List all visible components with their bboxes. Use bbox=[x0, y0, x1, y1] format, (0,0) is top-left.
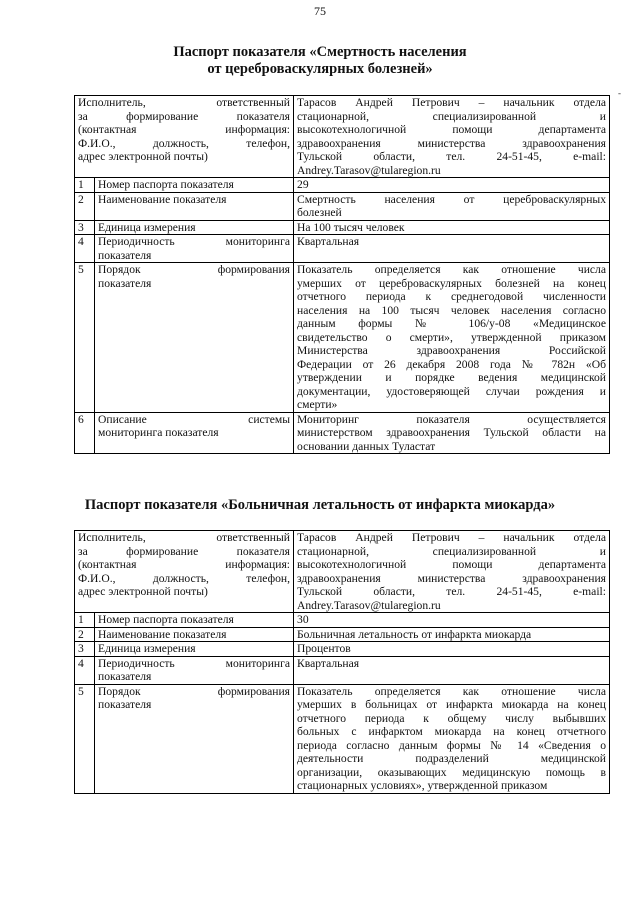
row-value bbox=[294, 220, 610, 235]
table-row bbox=[75, 263, 610, 413]
row-value-line: отчетного периода к среднегодовой численности bbox=[297, 290, 606, 303]
row-number: 3 bbox=[75, 220, 95, 235]
row-label bbox=[95, 178, 294, 193]
row-label bbox=[95, 656, 294, 684]
executor-value-line: Andrey.Tarasov@tularegion.ru bbox=[297, 163, 441, 177]
table-row bbox=[75, 412, 610, 454]
row-value-line: умерших от цереброваскулярных болезней на конец bbox=[297, 276, 606, 290]
row-value-line: Квартальная bbox=[297, 656, 360, 670]
row-label-line: Порядок формирования bbox=[98, 684, 291, 698]
row-label-line: Наименование показателя bbox=[98, 627, 227, 641]
executor-label-line: Ф.И.О., должность, телефон, bbox=[78, 571, 291, 585]
row-value-line: Квартальная bbox=[297, 235, 360, 248]
row-value bbox=[294, 656, 610, 684]
table-row bbox=[75, 627, 610, 642]
row-label bbox=[95, 235, 294, 263]
row-label-line: Номер паспорта показателя bbox=[98, 613, 234, 626]
row-label bbox=[95, 613, 294, 628]
passport-2-table bbox=[74, 530, 610, 794]
table-row bbox=[75, 220, 610, 235]
row-label-line: Описание системы bbox=[98, 412, 291, 426]
row-value-line: Показатель определяется как отношение числа bbox=[297, 684, 606, 698]
table-row bbox=[75, 642, 610, 657]
row-value-line: утверждении и порядке ведения медицинской bbox=[297, 371, 606, 384]
passport-1-table bbox=[74, 95, 610, 454]
row-label bbox=[95, 263, 294, 413]
row-label bbox=[95, 684, 294, 793]
table-row bbox=[75, 192, 610, 220]
row-value bbox=[294, 192, 610, 220]
row-value-line: организации, оказывающих медицинскую помощь в bbox=[297, 765, 606, 779]
executor-value-line: Andrey.Tarasov@tularegion.ru bbox=[297, 598, 441, 612]
row-label bbox=[95, 412, 294, 454]
row-label bbox=[95, 220, 294, 235]
executor-value-line: Тульской области, тел. 24-51-45, e-mail: bbox=[297, 150, 606, 163]
row-value bbox=[294, 627, 610, 642]
row-label-line: показателя bbox=[98, 670, 152, 683]
row-value-line: свидетельство о смерти», утвержденной приказом bbox=[297, 330, 606, 344]
row-value-line: данным формы № 106/у-08 «Медицинское bbox=[297, 317, 606, 330]
executor-value bbox=[294, 531, 610, 613]
row-value-line: Федерации от 26 декабря 2008 года № 782н «Об bbox=[297, 357, 606, 371]
row-value-line: 30 bbox=[297, 613, 309, 626]
row-label-line: Периодичность мониторинга bbox=[98, 235, 291, 248]
row-value-line: смерти» bbox=[297, 398, 338, 411]
row-value-line: Процентов bbox=[297, 642, 351, 655]
row-value-line: 29 bbox=[297, 178, 309, 191]
row-value-line: деятельности подразделений медицинской bbox=[297, 752, 606, 765]
row-value bbox=[294, 412, 610, 454]
executor-value-line: Тарасов Андрей Петрович – начальник отдела bbox=[297, 531, 606, 544]
executor-value-line: Тарасов Андрей Петрович – начальник отдела bbox=[297, 96, 606, 109]
row-value-line: стационарных условиях», утвержденной приказом bbox=[297, 779, 548, 792]
row-value-line: Мониторинг показателя осуществляется bbox=[297, 412, 606, 426]
row-value-line: основании данных Туластат bbox=[297, 439, 436, 453]
table-row bbox=[75, 656, 610, 684]
row-value bbox=[294, 642, 610, 657]
executor-label-line: Исполнитель, ответственный bbox=[78, 531, 291, 544]
row-label-line: Номер паспорта показателя bbox=[98, 178, 234, 191]
executor-label bbox=[75, 531, 294, 613]
executor-value bbox=[294, 96, 610, 178]
row-label-line: Единица измерения bbox=[98, 642, 196, 655]
page-number: 75 bbox=[314, 4, 326, 18]
row-label-line: Единица измерения bbox=[98, 220, 196, 234]
row-number: 4 bbox=[75, 235, 95, 263]
table-row bbox=[75, 235, 610, 263]
executor-label bbox=[75, 96, 294, 178]
executor-value-line: здравоохранения министерства здравоохранения bbox=[297, 136, 606, 150]
row-value-line: умерших в больницах от инфаркта миокарда на конец bbox=[297, 698, 606, 711]
row-value-line: периода согласно данным формы № 14 «Сведения о bbox=[297, 738, 606, 752]
table-row bbox=[75, 684, 610, 793]
row-value-line: больных с инфарктом миокарда на конец отчетного bbox=[297, 725, 606, 738]
executor-label-line: за формирование показателя bbox=[78, 109, 291, 123]
row-number: 4 bbox=[75, 656, 95, 684]
row-value-line: документации, удостоверяющей случаи рождения и bbox=[297, 384, 606, 398]
row-number: 1 bbox=[75, 178, 95, 193]
row-value-line: болезней bbox=[297, 206, 342, 219]
row-value bbox=[294, 613, 610, 628]
executor-label-line: (контактная информация: bbox=[78, 558, 291, 571]
row-label-line: Периодичность мониторинга bbox=[98, 656, 291, 670]
executor-value-line: стационарной, специализированной и bbox=[297, 109, 606, 123]
row-label bbox=[95, 642, 294, 657]
row-label-line: показателя bbox=[98, 276, 152, 290]
row-value bbox=[294, 684, 610, 793]
executor-value-line: здравоохранения министерства здравоохранения bbox=[297, 571, 606, 585]
executor-label-line: адрес электронной почты) bbox=[78, 585, 208, 598]
row-value-line: Смертность населения от цереброваскулярных bbox=[297, 192, 606, 206]
row-number: 2 bbox=[75, 627, 95, 642]
row-number: 5 bbox=[75, 684, 95, 793]
row-label bbox=[95, 192, 294, 220]
row-value-line: Больничная летальность от инфаркта миокарда bbox=[297, 627, 532, 641]
executor-label-line: Исполнитель, ответственный bbox=[78, 96, 291, 109]
row-label-line: мониторинга показателя bbox=[98, 426, 219, 439]
executor-row bbox=[75, 531, 610, 613]
row-number: 6 bbox=[75, 412, 95, 454]
passport-2-title: Паспорт показателя «Больничная летальность от инфаркта миокарда» bbox=[84, 497, 556, 513]
row-value-line: министерством здравоохранения Тульской области на bbox=[297, 426, 606, 439]
executor-value-line: стационарной, специализированной и bbox=[297, 544, 606, 558]
executor-row bbox=[75, 96, 610, 178]
row-number: 1 bbox=[75, 613, 95, 628]
executor-label-line: за формирование показателя bbox=[78, 544, 291, 558]
row-value-line: Министерства здравоохранения Российской bbox=[297, 344, 606, 357]
row-label-line: показателя bbox=[98, 248, 152, 262]
row-value-line: На 100 тысяч человек bbox=[297, 220, 405, 234]
passport-1-title-line-1: Паспорт показателя «Смертность населения bbox=[173, 44, 467, 60]
table-row bbox=[75, 178, 610, 193]
row-label bbox=[95, 627, 294, 642]
executor-value-line: Тульской области, тел. 24-51-45, e-mail: bbox=[297, 585, 606, 598]
row-value bbox=[294, 178, 610, 193]
row-value-line: населения на 100 тысяч человек населения согласно bbox=[297, 303, 606, 317]
executor-label-line: (контактная информация: bbox=[78, 123, 291, 136]
row-value-line: Показатель определяется как отношение числа bbox=[297, 263, 606, 276]
table-row bbox=[75, 613, 610, 628]
margin-mark: - bbox=[618, 88, 621, 98]
row-value bbox=[294, 235, 610, 263]
row-number: 3 bbox=[75, 642, 95, 657]
executor-value-line: высокотехнологичной помощи департамента bbox=[297, 558, 606, 571]
executor-value-line: высокотехнологичной помощи департамента bbox=[297, 123, 606, 136]
row-label-line: Порядок формирования bbox=[98, 263, 291, 276]
row-value-line: отчетного периода к общему числу выбывших bbox=[297, 711, 606, 725]
passport-1-title bbox=[60, 44, 580, 78]
row-number: 5 bbox=[75, 263, 95, 413]
row-label-line: показателя bbox=[98, 698, 152, 711]
row-number: 2 bbox=[75, 192, 95, 220]
executor-label-line: адрес электронной почты) bbox=[78, 150, 208, 163]
executor-label-line: Ф.И.О., должность, телефон, bbox=[78, 136, 291, 150]
row-value bbox=[294, 263, 610, 413]
passport-1-title-line-2: от цереброваскулярных болезней» bbox=[207, 61, 433, 77]
row-label-line: Наименование показателя bbox=[98, 192, 227, 206]
